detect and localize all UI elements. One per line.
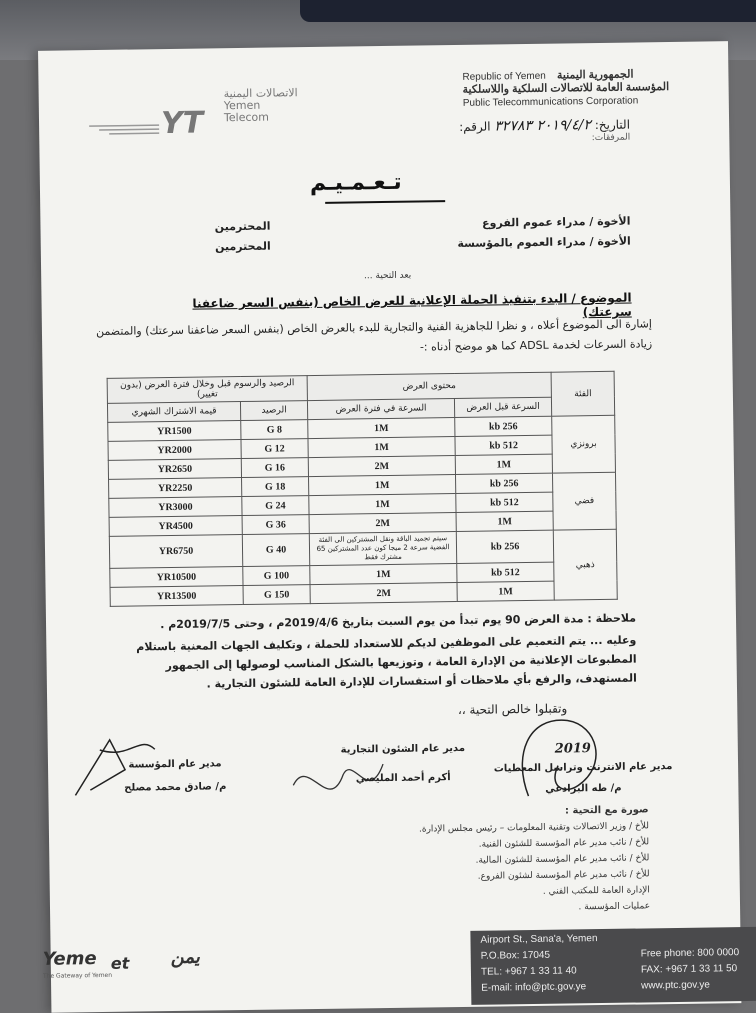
category-silver: فضي <box>552 472 616 530</box>
attach-label: المرفقات: <box>591 132 631 144</box>
speed-during: 1M <box>309 475 456 496</box>
balance: 18 G <box>242 477 309 497</box>
speed-before: 1M <box>455 454 552 474</box>
speed-during: 1M <box>310 564 457 585</box>
logo-en-1: Yemen <box>223 98 261 113</box>
speed-before: 1M <box>456 511 553 531</box>
footer-address: Airport St., Sana'a, Yemen <box>480 933 598 946</box>
balance: 16 G <box>241 458 308 478</box>
speed-during: 2M <box>309 513 456 534</box>
signer-1-title: مدير عام المؤسسة <box>128 758 222 771</box>
footer-freephone: Free phone: 800 0000 <box>640 947 740 960</box>
footer-email: E-mail: info@ptc.gov.ye <box>481 981 587 994</box>
category-gold: ذهبي <box>553 529 617 600</box>
signer-1-name: م/ صادق محمد مصلح <box>124 781 227 794</box>
org-en-2: Public Telecommunications Corporation <box>462 95 639 109</box>
greeting: بعد التحية ... <box>363 270 412 282</box>
col-speed-before: السرعة قبل العرض <box>454 397 551 417</box>
fee: YR4500 <box>109 516 242 537</box>
signature-scribble-icon <box>507 705 619 817</box>
category-bronze: برونزي <box>552 415 616 473</box>
signature-block-3 <box>487 704 678 796</box>
fee: YR13500 <box>110 586 243 607</box>
speed-before: 256 kb <box>455 473 552 493</box>
cc-title: صورة مع التحية : <box>564 804 649 817</box>
logo-ar: الاتصالات اليمنية <box>223 86 298 101</box>
balance: 40 G <box>242 534 309 567</box>
logo-caption <box>224 87 299 124</box>
col-category: الفئة <box>551 371 615 416</box>
intro-paragraph: إشارة الى الموضوع أعلاه ، و نظرا للجاهزية الفنية والتجارية للبدء بالعرض الخاص (بنفس السعر ضاعفنا سرعتك) والمتضمن زيادة السرعات لخدمة ADSL كما هو موضح أدناه :- <box>95 317 653 354</box>
speed-during: 1M <box>308 437 455 458</box>
speed-before: 256 kb <box>455 416 552 436</box>
addressee-2: الأخوة / مدراء العموم بالمؤسسة <box>457 234 631 250</box>
cc-list <box>409 802 651 917</box>
title-underline <box>325 200 445 204</box>
col-price-group: الرصيد والرسوم قبل وخلال فترة العرض (بدون تغيير) <box>107 376 307 404</box>
fee: YR6750 <box>109 535 242 569</box>
list-item: للأخ / وزير الاتصالات وتقنية المعلومات – رئيس مجلس الإدارة. <box>418 821 649 835</box>
signer-3-handwritten-year: 2019 <box>554 741 592 757</box>
signer-2-name: أكرم أحمد المليصي <box>355 772 451 785</box>
fee: YR3000 <box>109 497 242 518</box>
speed-before: 256 kb <box>456 530 553 563</box>
footer-fax: FAX: +967 1 33 11 50 <box>640 963 738 976</box>
speed-before: 1M <box>457 581 554 601</box>
svg-text:YT: YT <box>160 105 204 142</box>
speed-before: 512 kb <box>456 492 553 512</box>
org-ar-1: الجمهورية اليمنية <box>556 68 634 82</box>
list-item: الإدارة العامة للمكتب الفني . <box>542 885 650 897</box>
note-line: ملاحظة : مدة العرض 90 يوم تبدأ من يوم السبت بتاريخ 2019/4/6م ، وحتى 2019/7/5م . <box>160 611 637 632</box>
balance: 8 G <box>241 420 308 440</box>
fee: YR2650 <box>108 459 241 480</box>
speed-during: 2M <box>310 583 457 604</box>
footer-tel: TEL: +967 1 33 11 40 <box>480 965 577 978</box>
subject-line: الموضوع / البدء بتنفيذ الحملة الإعلانية للعرض الخاص (بنفس السعر ضاعفنا سرعتك) <box>192 290 632 320</box>
addressee-1-suffix: المحترمين <box>214 219 271 234</box>
page-title: تـعـمـيـم <box>309 169 402 197</box>
letterhead-org <box>462 68 669 110</box>
closing-line: وتقبلوا خالص التحية ،، <box>457 701 568 718</box>
org-ar-2: المؤسسة العامة للاتصالات السلكية واللاسلكية <box>462 81 670 96</box>
speed-before: 512 kb <box>455 435 552 455</box>
col-fee: قيمة الاشتراك الشهري <box>107 402 240 423</box>
document-page <box>38 41 741 1013</box>
signer-3-name: م/ طه البرادعي <box>545 782 622 795</box>
yemennet-logo: Yeme <box>42 948 97 970</box>
signer-2-title: مدير عام الشئون التجارية <box>340 742 466 756</box>
speed-during-note: سيتم تجميد الباقة ونقل المشتركين الى الفئة الفضية سرعة 2 ميجا كون عدد المشتركين 65 مشترك فقط <box>309 532 456 566</box>
signature-block-2 <box>288 733 469 786</box>
col-speed-during: السرعة في فترة العرض <box>307 399 454 420</box>
balance: 150 G <box>243 585 310 605</box>
list-item: عمليات المؤسسة . <box>578 901 651 913</box>
yemennet-tagline: The Gateway of Yemen <box>42 971 113 980</box>
laptop-edge <box>300 0 756 22</box>
fee: YR2250 <box>109 478 242 499</box>
balance: 12 G <box>241 439 308 459</box>
list-item: للأخ / نائب مدير عام المؤسسة للشئون المالية. <box>475 853 650 866</box>
balance: 36 G <box>242 515 309 535</box>
balance: 100 G <box>243 566 310 586</box>
logo-2: et <box>110 953 130 973</box>
list-item: للأخ / نائب مدير عام المؤسسة للشئون الفنية. <box>478 837 650 850</box>
addressee-2-suffix: المحترمين <box>214 239 271 254</box>
col-balance: الرصيد <box>240 401 307 421</box>
reference-handwritten: ٢٠١٩/٤/٢ ٣٢٧٨٣ <box>494 117 592 135</box>
fee: YR10500 <box>110 567 243 588</box>
date-label: التاريخ: <box>594 117 631 133</box>
balance: 24 G <box>242 496 309 516</box>
speed-during: 1M <box>309 494 456 515</box>
fee: YR1500 <box>108 421 241 442</box>
ref-label: الرقم: <box>459 119 491 134</box>
reference-line <box>459 117 630 145</box>
footer-pobox: P.O.Box: 17045 <box>480 949 551 962</box>
body-paragraph: وعليه ... يتم التعميم على الموظفين لديكم للاستعداد للحملة ، وتكليف الجهات المعنية باستلام المطبوعات الإعلانية من الإدارة العامة ، وتوزيعها بالشكل المناسب لوصولها إلى الجمهور المستهدف، والرفع بأي ملاحظات أو استفسارات للإدارة العامة للشئون التجارية . <box>136 633 637 691</box>
signer-3-title: مدير عام الانترنت وتراسل المعطيات <box>493 761 673 775</box>
list-item: للأخ / نائب مدير عام المؤسسة لشئون الفروع. <box>477 869 650 882</box>
signature-block-1 <box>70 738 241 794</box>
footer-contact <box>470 927 756 1005</box>
fee: YR2000 <box>108 440 241 461</box>
speed-before: 512 kb <box>457 562 554 582</box>
footer-web: www.ptc.gov.ye <box>641 979 710 992</box>
logo-en-2: Telecom <box>223 110 270 125</box>
addressee-1: الأخوة / مدراء عموم الفروع <box>482 214 631 230</box>
speed-during: 2M <box>308 456 455 477</box>
col-offer: محتوى العرض <box>307 372 551 400</box>
offer-table <box>107 371 618 607</box>
org-en-1: Republic of Yemen <box>462 70 546 83</box>
speed-during: 1M <box>308 418 455 439</box>
yemen-mobile-logo: يمن <box>170 946 200 969</box>
